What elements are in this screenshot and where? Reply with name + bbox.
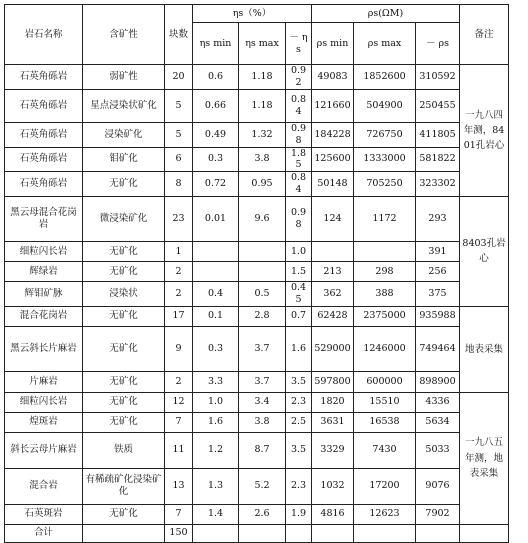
- rho-min-cell: 125600: [312, 147, 354, 172]
- mineralization-cell: 无矿化: [83, 172, 165, 197]
- eta-avg-cell: 0.98: [286, 122, 312, 147]
- remark-cell: 地表采集: [460, 306, 509, 392]
- eta-min-cell: 0.3: [193, 147, 239, 172]
- mineralization-cell: 无矿化: [83, 392, 165, 412]
- count-cell: 8: [165, 172, 193, 197]
- table-row: [5, 326, 509, 371]
- total-label: 合计: [5, 524, 83, 542]
- eta-min-cell: [193, 242, 239, 262]
- eta-min-cell: 0.49: [193, 122, 239, 147]
- rho-min-cell: [312, 242, 354, 262]
- rho-max-cell: 1246000: [354, 326, 416, 371]
- rho-avg-cell: 5634: [416, 412, 460, 432]
- rho-min-cell: 62428: [312, 306, 354, 326]
- eta-max-cell: 0.95: [239, 172, 286, 197]
- eta-min-cell: [193, 262, 239, 282]
- rho-avg-cell: 256: [416, 262, 460, 282]
- eta-avg-cell: 1.85: [286, 147, 312, 172]
- total-empty-5: [312, 524, 354, 542]
- rho-max-cell: 726750: [354, 122, 416, 147]
- rho-avg-cell: 411805: [416, 122, 460, 147]
- rho-max-cell: 504900: [354, 89, 416, 122]
- count-cell: 11: [165, 432, 193, 468]
- rock-name-cell: 辉绿岩: [5, 262, 83, 282]
- rho-avg-cell: 391: [416, 242, 460, 262]
- table-row: [5, 412, 509, 432]
- table-body: [5, 65, 509, 525]
- eta-avg-cell: 3.5: [286, 371, 312, 392]
- eta-max-cell: 0.5: [239, 282, 286, 307]
- table-row: [5, 147, 509, 172]
- header-mineralization: 含矿性: [83, 5, 165, 65]
- header-eta-avg: － ηs: [286, 23, 312, 65]
- rho-avg-cell: 7902: [416, 504, 460, 524]
- rho-min-cell: 362: [312, 282, 354, 307]
- header-eta-max: ηs max: [239, 23, 286, 65]
- eta-min-cell: 0.4: [193, 282, 239, 307]
- table-row: [5, 306, 509, 326]
- header-rho-min: ρs min: [312, 23, 354, 65]
- rho-avg-cell: 310592: [416, 65, 460, 90]
- table-row: [5, 468, 509, 504]
- rho-avg-cell: 9076: [416, 468, 460, 504]
- mineralization-cell: 有稀疏矿化浸染矿化: [83, 468, 165, 504]
- rho-min-cell: 529000: [312, 326, 354, 371]
- header-rock-name: 岩石名称: [5, 5, 83, 65]
- eta-min-cell: 1.2: [193, 432, 239, 468]
- rho-max-cell: 7430: [354, 432, 416, 468]
- eta-min-cell: 1.0: [193, 392, 239, 412]
- header-count: 块数: [165, 5, 193, 65]
- table-row: [5, 371, 509, 392]
- rock-name-cell: 混合岩: [5, 468, 83, 504]
- eta-avg-cell: 2.3: [286, 392, 312, 412]
- eta-min-cell: 0.3: [193, 326, 239, 371]
- rock-name-cell: 煌斑岩: [5, 412, 83, 432]
- total-empty-3: [239, 524, 286, 542]
- rock-name-cell: 石英斑岩: [5, 504, 83, 524]
- table-row: [5, 432, 509, 468]
- eta-max-cell: 3.7: [239, 326, 286, 371]
- rho-max-cell: [354, 242, 416, 262]
- mineralization-cell: 浸染矿化: [83, 122, 165, 147]
- mineralization-cell: 铁质: [83, 432, 165, 468]
- total-empty-8: [460, 524, 509, 542]
- rho-avg-cell: 749464: [416, 326, 460, 371]
- count-cell: 17: [165, 306, 193, 326]
- rock-name-cell: 细粒闪长岩: [5, 242, 83, 262]
- rho-min-cell: 1032: [312, 468, 354, 504]
- mineralization-cell: 无矿化: [83, 504, 165, 524]
- eta-avg-cell: 1.6: [286, 326, 312, 371]
- eta-avg-cell: 1.0: [286, 242, 312, 262]
- eta-max-cell: 1.18: [239, 65, 286, 90]
- rho-max-cell: 298: [354, 262, 416, 282]
- rho-min-cell: 1820: [312, 392, 354, 412]
- rho-max-cell: 17200: [354, 468, 416, 504]
- eta-avg-cell: 1.9: [286, 504, 312, 524]
- eta-avg-cell: 1.5: [286, 262, 312, 282]
- rho-avg-cell: 898900: [416, 371, 460, 392]
- eta-min-cell: 0.6: [193, 65, 239, 90]
- count-cell: 12: [165, 392, 193, 412]
- rock-name-cell: 石英角砾岩: [5, 122, 83, 147]
- mineralization-cell: 浸染状: [83, 282, 165, 307]
- header-rho-max: ρs max: [354, 23, 416, 65]
- rho-min-cell: 4816: [312, 504, 354, 524]
- rock-property-table: [4, 4, 509, 543]
- eta-min-cell: 1.4: [193, 504, 239, 524]
- total-empty-7: [416, 524, 460, 542]
- eta-max-cell: 3.4: [239, 392, 286, 412]
- rho-max-cell: 1172: [354, 197, 416, 242]
- total-empty-4: [286, 524, 312, 542]
- eta-max-cell: 3.7: [239, 371, 286, 392]
- remark-cell: 一九八五年测，地表采集: [460, 392, 509, 524]
- mineralization-cell: 无矿化: [83, 412, 165, 432]
- eta-max-cell: 1.18: [239, 89, 286, 122]
- table-row: [5, 172, 509, 197]
- rho-min-cell: 184228: [312, 122, 354, 147]
- table-row: [5, 392, 509, 412]
- eta-avg-cell: 0.98: [286, 197, 312, 242]
- count-cell: 13: [165, 468, 193, 504]
- rho-min-cell: 3631: [312, 412, 354, 432]
- rock-name-cell: 混合花岗岩: [5, 306, 83, 326]
- eta-avg-cell: 0.84: [286, 172, 312, 197]
- count-cell: 20: [165, 65, 193, 90]
- rho-avg-cell: 250455: [416, 89, 460, 122]
- count-cell: 5: [165, 89, 193, 122]
- rho-min-cell: 124: [312, 197, 354, 242]
- rho-max-cell: 15510: [354, 392, 416, 412]
- rock-name-cell: 辉钼矿脉: [5, 282, 83, 307]
- eta-min-cell: 0.1: [193, 306, 239, 326]
- header-eta-group: ηs（%）: [193, 5, 312, 23]
- rock-name-cell: 石英角砾岩: [5, 89, 83, 122]
- rho-avg-cell: 581822: [416, 147, 460, 172]
- rock-name-cell: 黑云斜长片麻岩: [5, 326, 83, 371]
- total-empty-6: [354, 524, 416, 542]
- eta-max-cell: 5.2: [239, 468, 286, 504]
- mineralization-cell: 无矿化: [83, 306, 165, 326]
- table-row: [5, 65, 509, 90]
- rho-avg-cell: 293: [416, 197, 460, 242]
- rho-avg-cell: 935988: [416, 306, 460, 326]
- eta-max-cell: 8.7: [239, 432, 286, 468]
- eta-min-cell: 1.3: [193, 468, 239, 504]
- eta-min-cell: 0.66: [193, 89, 239, 122]
- table-row: [5, 242, 509, 262]
- eta-avg-cell: 0.7: [286, 306, 312, 326]
- table-row: [5, 504, 509, 524]
- mineralization-cell: 无矿化: [83, 371, 165, 392]
- eta-max-cell: [239, 262, 286, 282]
- rho-avg-cell: 323302: [416, 172, 460, 197]
- table-row: [5, 89, 509, 122]
- table-row: [5, 282, 509, 307]
- rho-max-cell: 2375000: [354, 306, 416, 326]
- rho-min-cell: 49083: [312, 65, 354, 90]
- count-cell: 9: [165, 326, 193, 371]
- eta-avg-cell: 2.5: [286, 412, 312, 432]
- eta-min-cell: 0.72: [193, 172, 239, 197]
- rho-avg-cell: 5033: [416, 432, 460, 468]
- rho-min-cell: 121660: [312, 89, 354, 122]
- mineralization-cell: 星点浸染状矿化: [83, 89, 165, 122]
- header-rho-avg: － ρs: [416, 23, 460, 65]
- rock-name-cell: 石英角砾岩: [5, 147, 83, 172]
- mineralization-cell: 钼矿化: [83, 147, 165, 172]
- count-cell: 5: [165, 122, 193, 147]
- rock-name-cell: 黑云母混合花岗岩: [5, 197, 83, 242]
- count-cell: 1: [165, 242, 193, 262]
- header-eta-min: ηs min: [193, 23, 239, 65]
- mineralization-cell: 无矿化: [83, 262, 165, 282]
- rock-name-cell: 细粒闪长岩: [5, 392, 83, 412]
- rho-max-cell: 1333000: [354, 147, 416, 172]
- count-cell: 2: [165, 371, 193, 392]
- eta-avg-cell: 3.5: [286, 432, 312, 468]
- rho-max-cell: 16538: [354, 412, 416, 432]
- table-row: [5, 262, 509, 282]
- total-count: 150: [165, 524, 193, 542]
- eta-avg-cell: 0.84: [286, 89, 312, 122]
- eta-avg-cell: 2.3: [286, 468, 312, 504]
- eta-max-cell: 2.6: [239, 504, 286, 524]
- count-cell: 23: [165, 197, 193, 242]
- remark-cell: 一九八四年测，8401孔岩心: [460, 65, 509, 197]
- mineralization-cell: 无矿化: [83, 242, 165, 262]
- eta-max-cell: 2.8: [239, 306, 286, 326]
- remark-cell: 8403孔岩心: [460, 197, 509, 307]
- rho-avg-cell: 375: [416, 282, 460, 307]
- table-row: [5, 197, 509, 242]
- rock-name-cell: 石英角砾岩: [5, 65, 83, 90]
- rho-min-cell: 597800: [312, 371, 354, 392]
- count-cell: 7: [165, 412, 193, 432]
- rho-min-cell: 213: [312, 262, 354, 282]
- rho-max-cell: 600000: [354, 371, 416, 392]
- rho-max-cell: 12623: [354, 504, 416, 524]
- total-row: [5, 524, 509, 542]
- eta-max-cell: 3.8: [239, 147, 286, 172]
- eta-min-cell: 3.3: [193, 371, 239, 392]
- rock-name-cell: 斜长云母片麻岩: [5, 432, 83, 468]
- header-remark: 备注: [460, 5, 509, 65]
- mineralization-cell: 微浸染矿化: [83, 197, 165, 242]
- eta-max-cell: 1.32: [239, 122, 286, 147]
- eta-avg-cell: 0.45: [286, 282, 312, 307]
- eta-max-cell: [239, 242, 286, 262]
- rho-max-cell: 1852600: [354, 65, 416, 90]
- count-cell: 2: [165, 282, 193, 307]
- rock-name-cell: 片麻岩: [5, 371, 83, 392]
- eta-max-cell: 3.8: [239, 412, 286, 432]
- total-empty-1: [83, 524, 165, 542]
- rho-max-cell: 388: [354, 282, 416, 307]
- header-row-1: [5, 5, 509, 23]
- mineralization-cell: 弱矿性: [83, 65, 165, 90]
- rho-min-cell: 50148: [312, 172, 354, 197]
- eta-avg-cell: 0.92: [286, 65, 312, 90]
- count-cell: 7: [165, 504, 193, 524]
- count-cell: 6: [165, 147, 193, 172]
- total-empty-2: [193, 524, 239, 542]
- mineralization-cell: 无矿化: [83, 326, 165, 371]
- rho-avg-cell: 4336: [416, 392, 460, 412]
- rho-min-cell: 3329: [312, 432, 354, 468]
- table-row: [5, 122, 509, 147]
- rock-property-table-wrapper: [4, 4, 509, 543]
- eta-min-cell: 0.01: [193, 197, 239, 242]
- count-cell: 2: [165, 262, 193, 282]
- rock-name-cell: 石英角砾岩: [5, 172, 83, 197]
- eta-max-cell: 9.6: [239, 197, 286, 242]
- header-rho-group: ρs(ΩM): [312, 5, 460, 23]
- rho-max-cell: 705250: [354, 172, 416, 197]
- eta-min-cell: 1.6: [193, 412, 239, 432]
